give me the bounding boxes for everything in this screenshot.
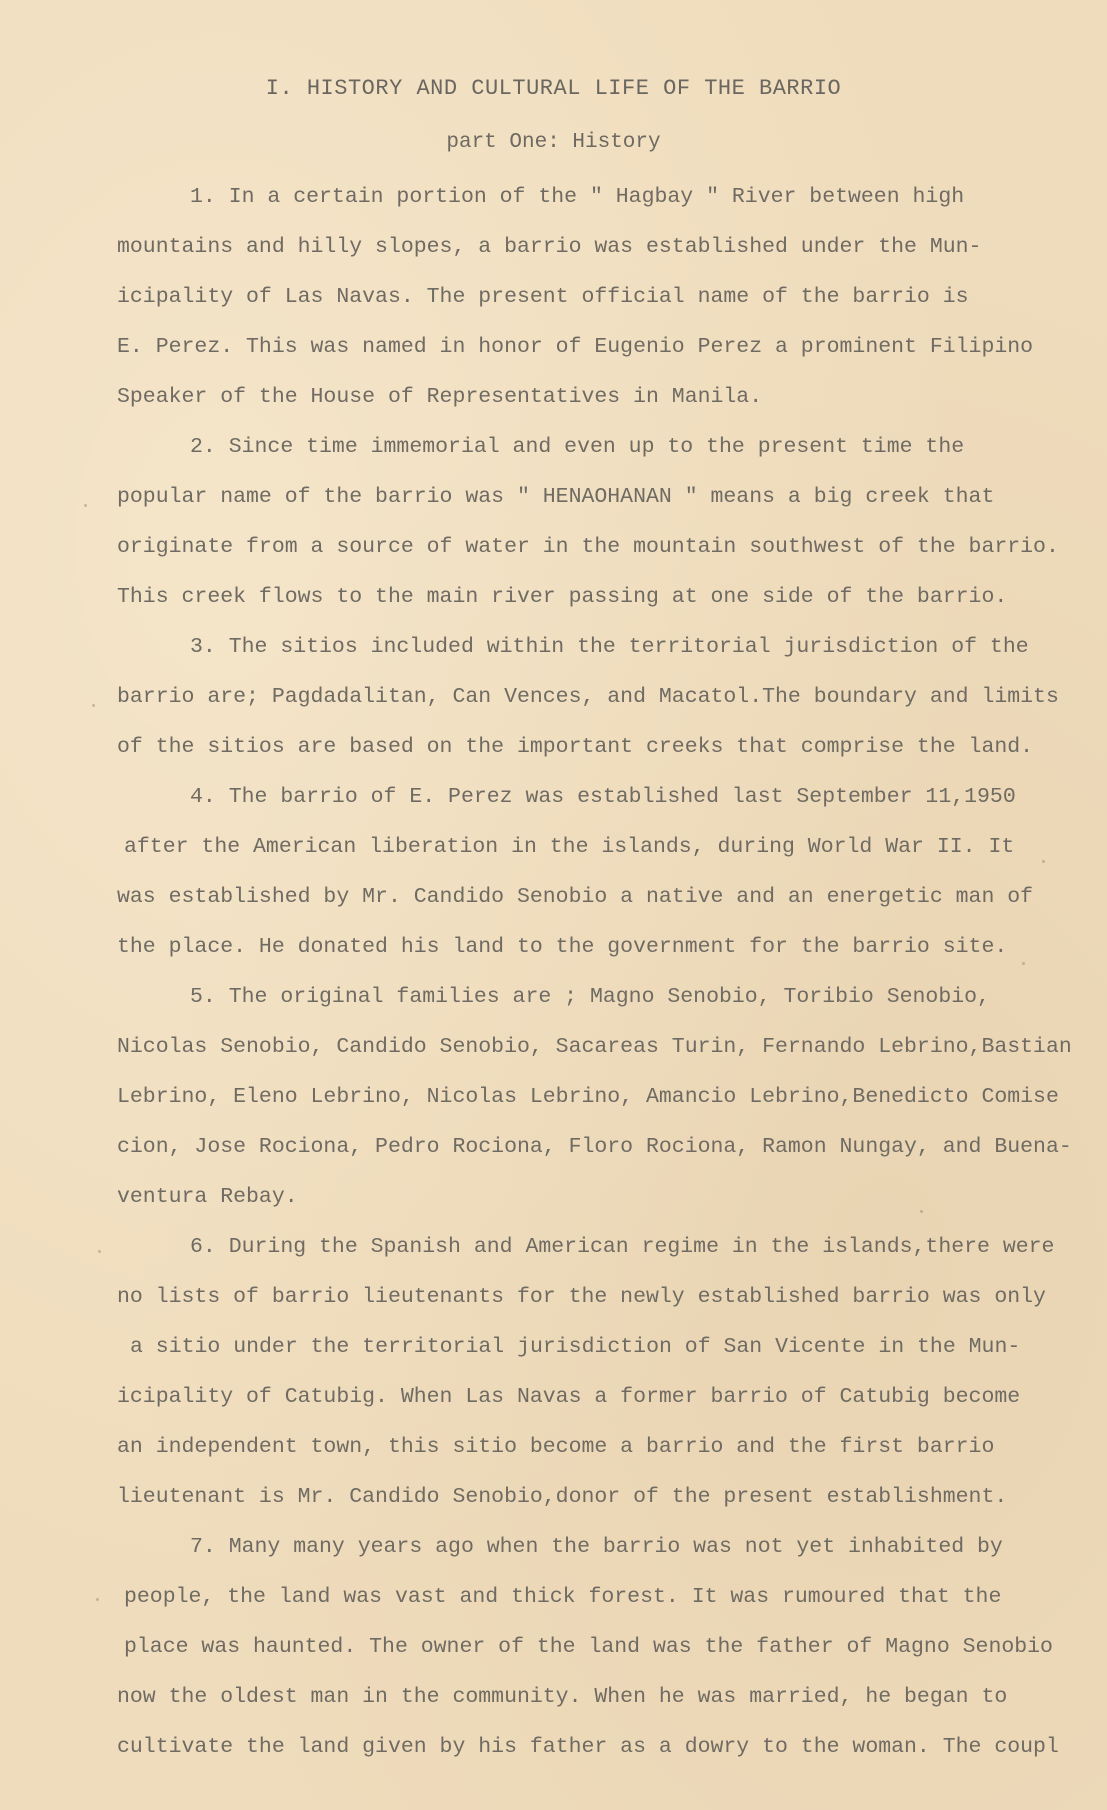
text-line: was established by Mr. Candido Senobio a native and an energetic man of xyxy=(117,885,1034,909)
text-line: people, the land was vast and thick forest. It was rumoured that the xyxy=(124,1585,1002,1609)
paper-speck xyxy=(96,1598,99,1601)
text-line: Lebrino, Eleno Lebrino, Nicolas Lebrino, Amancio Lebrino,Benedicto Comise xyxy=(117,1085,1059,1109)
text-line: place was haunted. The owner of the land was the father of Magno Senobio xyxy=(124,1635,1053,1659)
text-line: originate from a source of water in the mountain southwest of the barrio. xyxy=(117,535,1059,559)
paper-speck xyxy=(84,504,87,507)
text-line: no lists of barrio lieutenants for the newly established barrio was only xyxy=(117,1285,1046,1309)
text-line: cion, Jose Rociona, Pedro Rociona, Floro Rociona, Ramon Nungay, and Buena- xyxy=(117,1135,1072,1159)
paper-speck xyxy=(98,1250,101,1253)
text-line: barrio are; Pagdadalitan, Can Vences, and Macatol.The boundary and limits xyxy=(117,685,1059,709)
paper-speck xyxy=(92,704,95,707)
text-line: 2. Since time immemorial and even up to the present time the xyxy=(190,435,965,459)
text-line: ventura Rebay. xyxy=(117,1185,298,1209)
text-line: Nicolas Senobio, Candido Senobio, Sacareas Turin, Fernando Lebrino,Bastian xyxy=(117,1035,1072,1059)
text-line: an independent town, this sitio become a barrio and the first barrio xyxy=(117,1435,995,1459)
text-line: 4. The barrio of E. Perez was established last September 11,1950 xyxy=(190,785,1016,809)
text-line: This creek flows to the main river passing at one side of the barrio. xyxy=(117,585,1008,609)
text-line: after the American liberation in the islands, during World War II. It xyxy=(124,835,1015,859)
text-line: 6. During the Spanish and American regime in the islands,there were xyxy=(190,1235,1055,1259)
text-line: icipality of Las Navas. The present official name of the barrio is xyxy=(117,285,969,309)
text-line: lieutenant is Mr. Candido Senobio,donor of the present establishment. xyxy=(117,1485,1008,1509)
text-line: 3. The sitios included within the territorial jurisdiction of the xyxy=(190,635,1029,659)
text-line: a sitio under the territorial jurisdiction of San Vicente in the Mun- xyxy=(130,1335,1021,1359)
page-subtitle: part One: History xyxy=(446,131,661,154)
page-title: I. HISTORY AND CULTURAL LIFE OF THE BARRIO xyxy=(265,76,842,101)
text-line: cultivate the land given by his father as a dowry to the woman. The coupl xyxy=(117,1735,1059,1759)
paper-speck xyxy=(1022,962,1025,965)
text-line: the place. He donated his land to the government for the barrio site. xyxy=(117,935,1008,959)
text-line: 5. The original families are ; Magno Senobio, Toribio Senobio, xyxy=(190,985,990,1009)
text-line: Speaker of the House of Representatives in Manila. xyxy=(117,385,763,409)
text-line: now the oldest man in the community. When he was married, he began to xyxy=(117,1685,1008,1709)
text-line: mountains and hilly slopes, a barrio was established under the Mun- xyxy=(117,235,982,259)
text-line: icipality of Catubig. When Las Navas a former barrio of Catubig become xyxy=(117,1385,1021,1409)
text-line: E. Perez. This was named in honor of Eugenio Perez a prominent Filipino xyxy=(117,335,1034,359)
text-line: of the sitios are based on the important creeks that comprise the land. xyxy=(117,735,1034,759)
paper-speck xyxy=(920,1210,923,1213)
text-line: 1. In a certain portion of the " Hagbay " River between high xyxy=(190,185,965,209)
text-line: 7. Many many years ago when the barrio was not yet inhabited by xyxy=(190,1535,1003,1559)
text-line: popular name of the barrio was " HENAOHANAN " means a big creek that xyxy=(117,485,995,509)
paper-speck xyxy=(1042,860,1045,863)
